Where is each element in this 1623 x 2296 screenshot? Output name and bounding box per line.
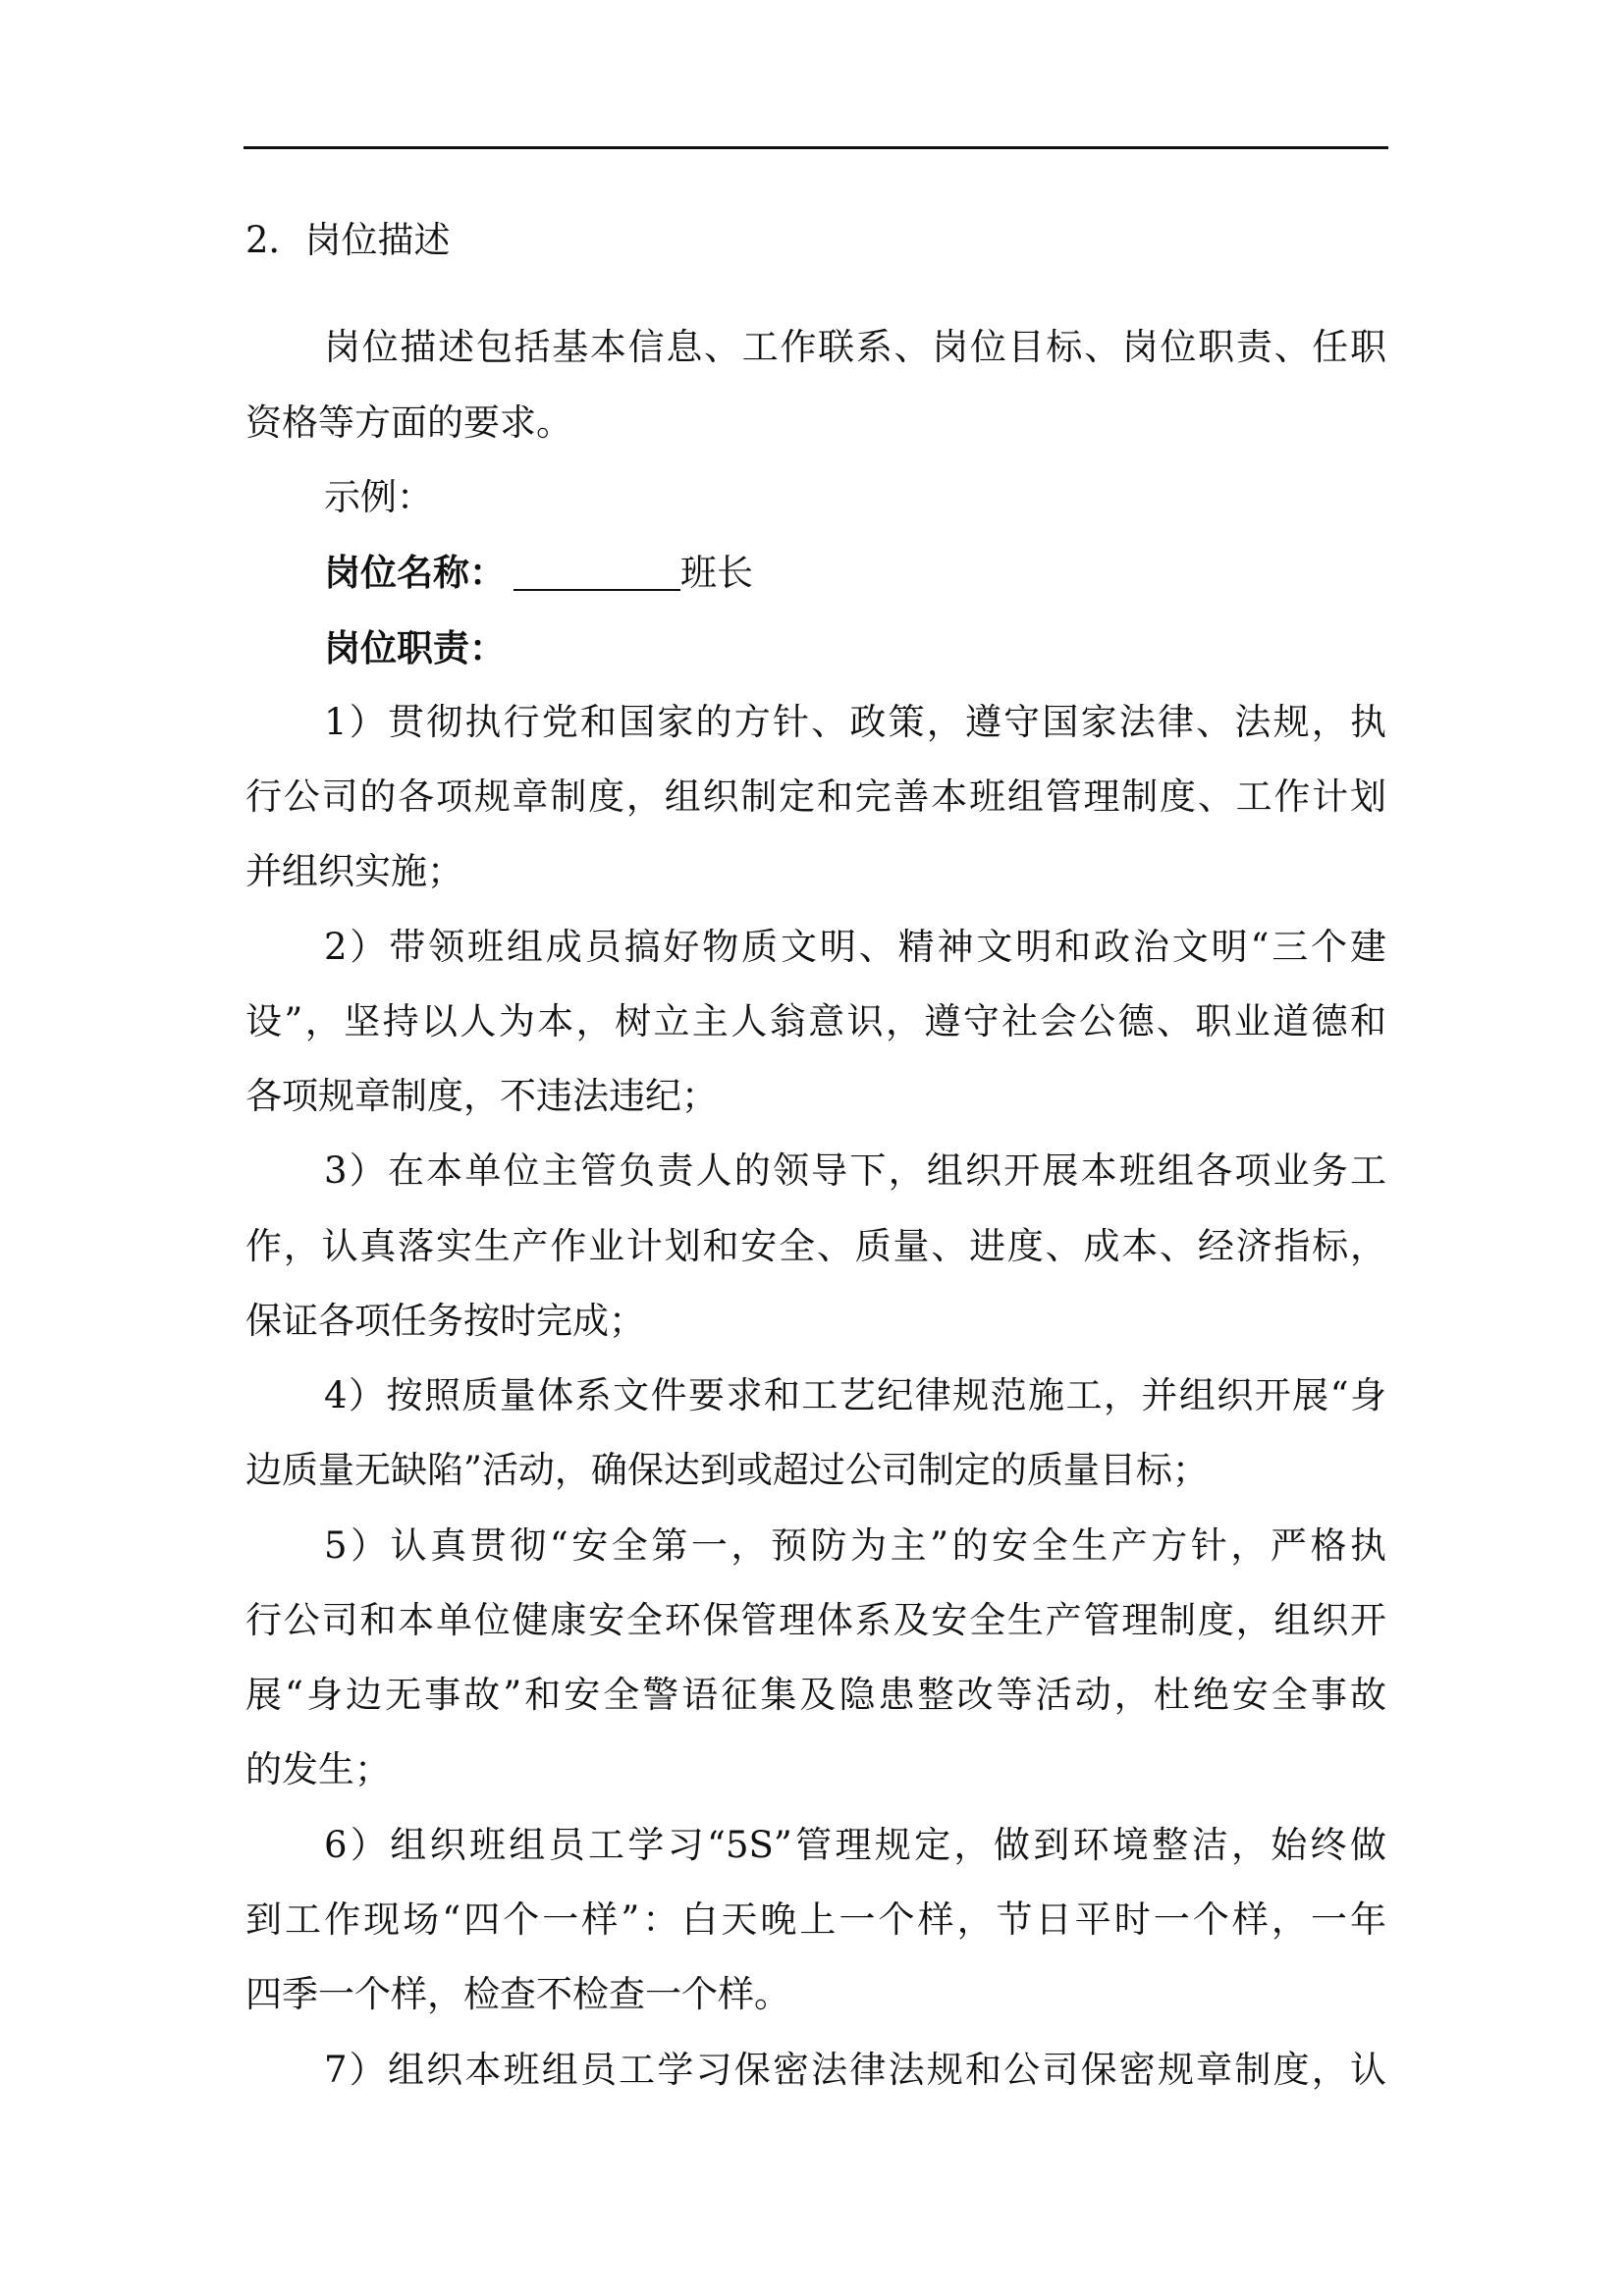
position-name-blank (514, 552, 680, 591)
duty-line: 5）认真贯彻“安全第一，预防为主”的安全生产方针，严格执 (324, 1524, 1386, 1567)
duty-line: 四季一个样，检查不检查一个样。 (245, 1973, 790, 2015)
position-name-value: 班长 (680, 552, 753, 594)
duty-line: 保证各项任务按时完成； (245, 1300, 645, 1342)
duty-line: 7）组织本班组员工学习保密法律法规和公司保密规章制度，认 (324, 2049, 1386, 2091)
intro-line-1: 岗位描述包括基本信息、工作联系、岗位目标、岗位职责、任职 (324, 326, 1386, 368)
duty-line: 6）组织班组员工学习“5S”管理规定，做到环境整洁，始终做 (324, 1824, 1386, 1866)
header-rule (243, 146, 1388, 149)
duty-line: 2）带领班组成员搞好物质文明、精神文明和政治文明“三个建 (324, 926, 1386, 968)
duty-line: 行公司的各项规章制度，组织制定和完善本班组管理制度、工作计划 (245, 775, 1386, 818)
position-name-label: 岗位名称： (324, 551, 506, 594)
duty-line: 展“身边无事故”和安全警语征集及隐患整改等活动，杜绝安全事故 (245, 1674, 1386, 1716)
duty-line: 行公司和本单位健康安全环保管理体系及安全生产管理制度，组织开 (245, 1599, 1386, 1641)
duties-label: 岗位职责： (324, 626, 506, 669)
duty-line: 作，认真落实生产作业计划和安全、质量、进度、成本、经济指标， (245, 1225, 1386, 1267)
duty-line: 并组织实施； (245, 850, 463, 892)
duty-line: 1）贯彻执行党和国家的方针、政策，遵守国家法律、法规，执 (324, 701, 1386, 743)
position-name-row (324, 548, 1386, 597)
example-label: 示例： (324, 476, 433, 518)
duty-line: 边质量无缺陷”活动，确保达到或超过公司制定的质量目标； (245, 1449, 1209, 1491)
duty-line: 各项规章制度，不违法违纪； (245, 1075, 718, 1117)
duty-line: 的发生； (245, 1748, 391, 1790)
section-heading: 2．岗位描述 (245, 219, 451, 261)
duty-line: 4）按照质量体系文件要求和工艺纪律规范施工，并组织开展“身 (324, 1374, 1386, 1416)
intro-line-2: 资格等方面的要求。 (245, 401, 572, 444)
duty-line: 3）在本单位主管负责人的领导下，组织开展本班组各项业务工 (324, 1149, 1386, 1192)
duty-line: 设”，坚持以人为本，树立主人翁意识，遵守社会公德、职业道德和 (245, 1000, 1386, 1042)
duty-line: 到工作现场“四个一样”：白天晚上一个样，节日平时一个样，一年 (245, 1898, 1386, 1941)
